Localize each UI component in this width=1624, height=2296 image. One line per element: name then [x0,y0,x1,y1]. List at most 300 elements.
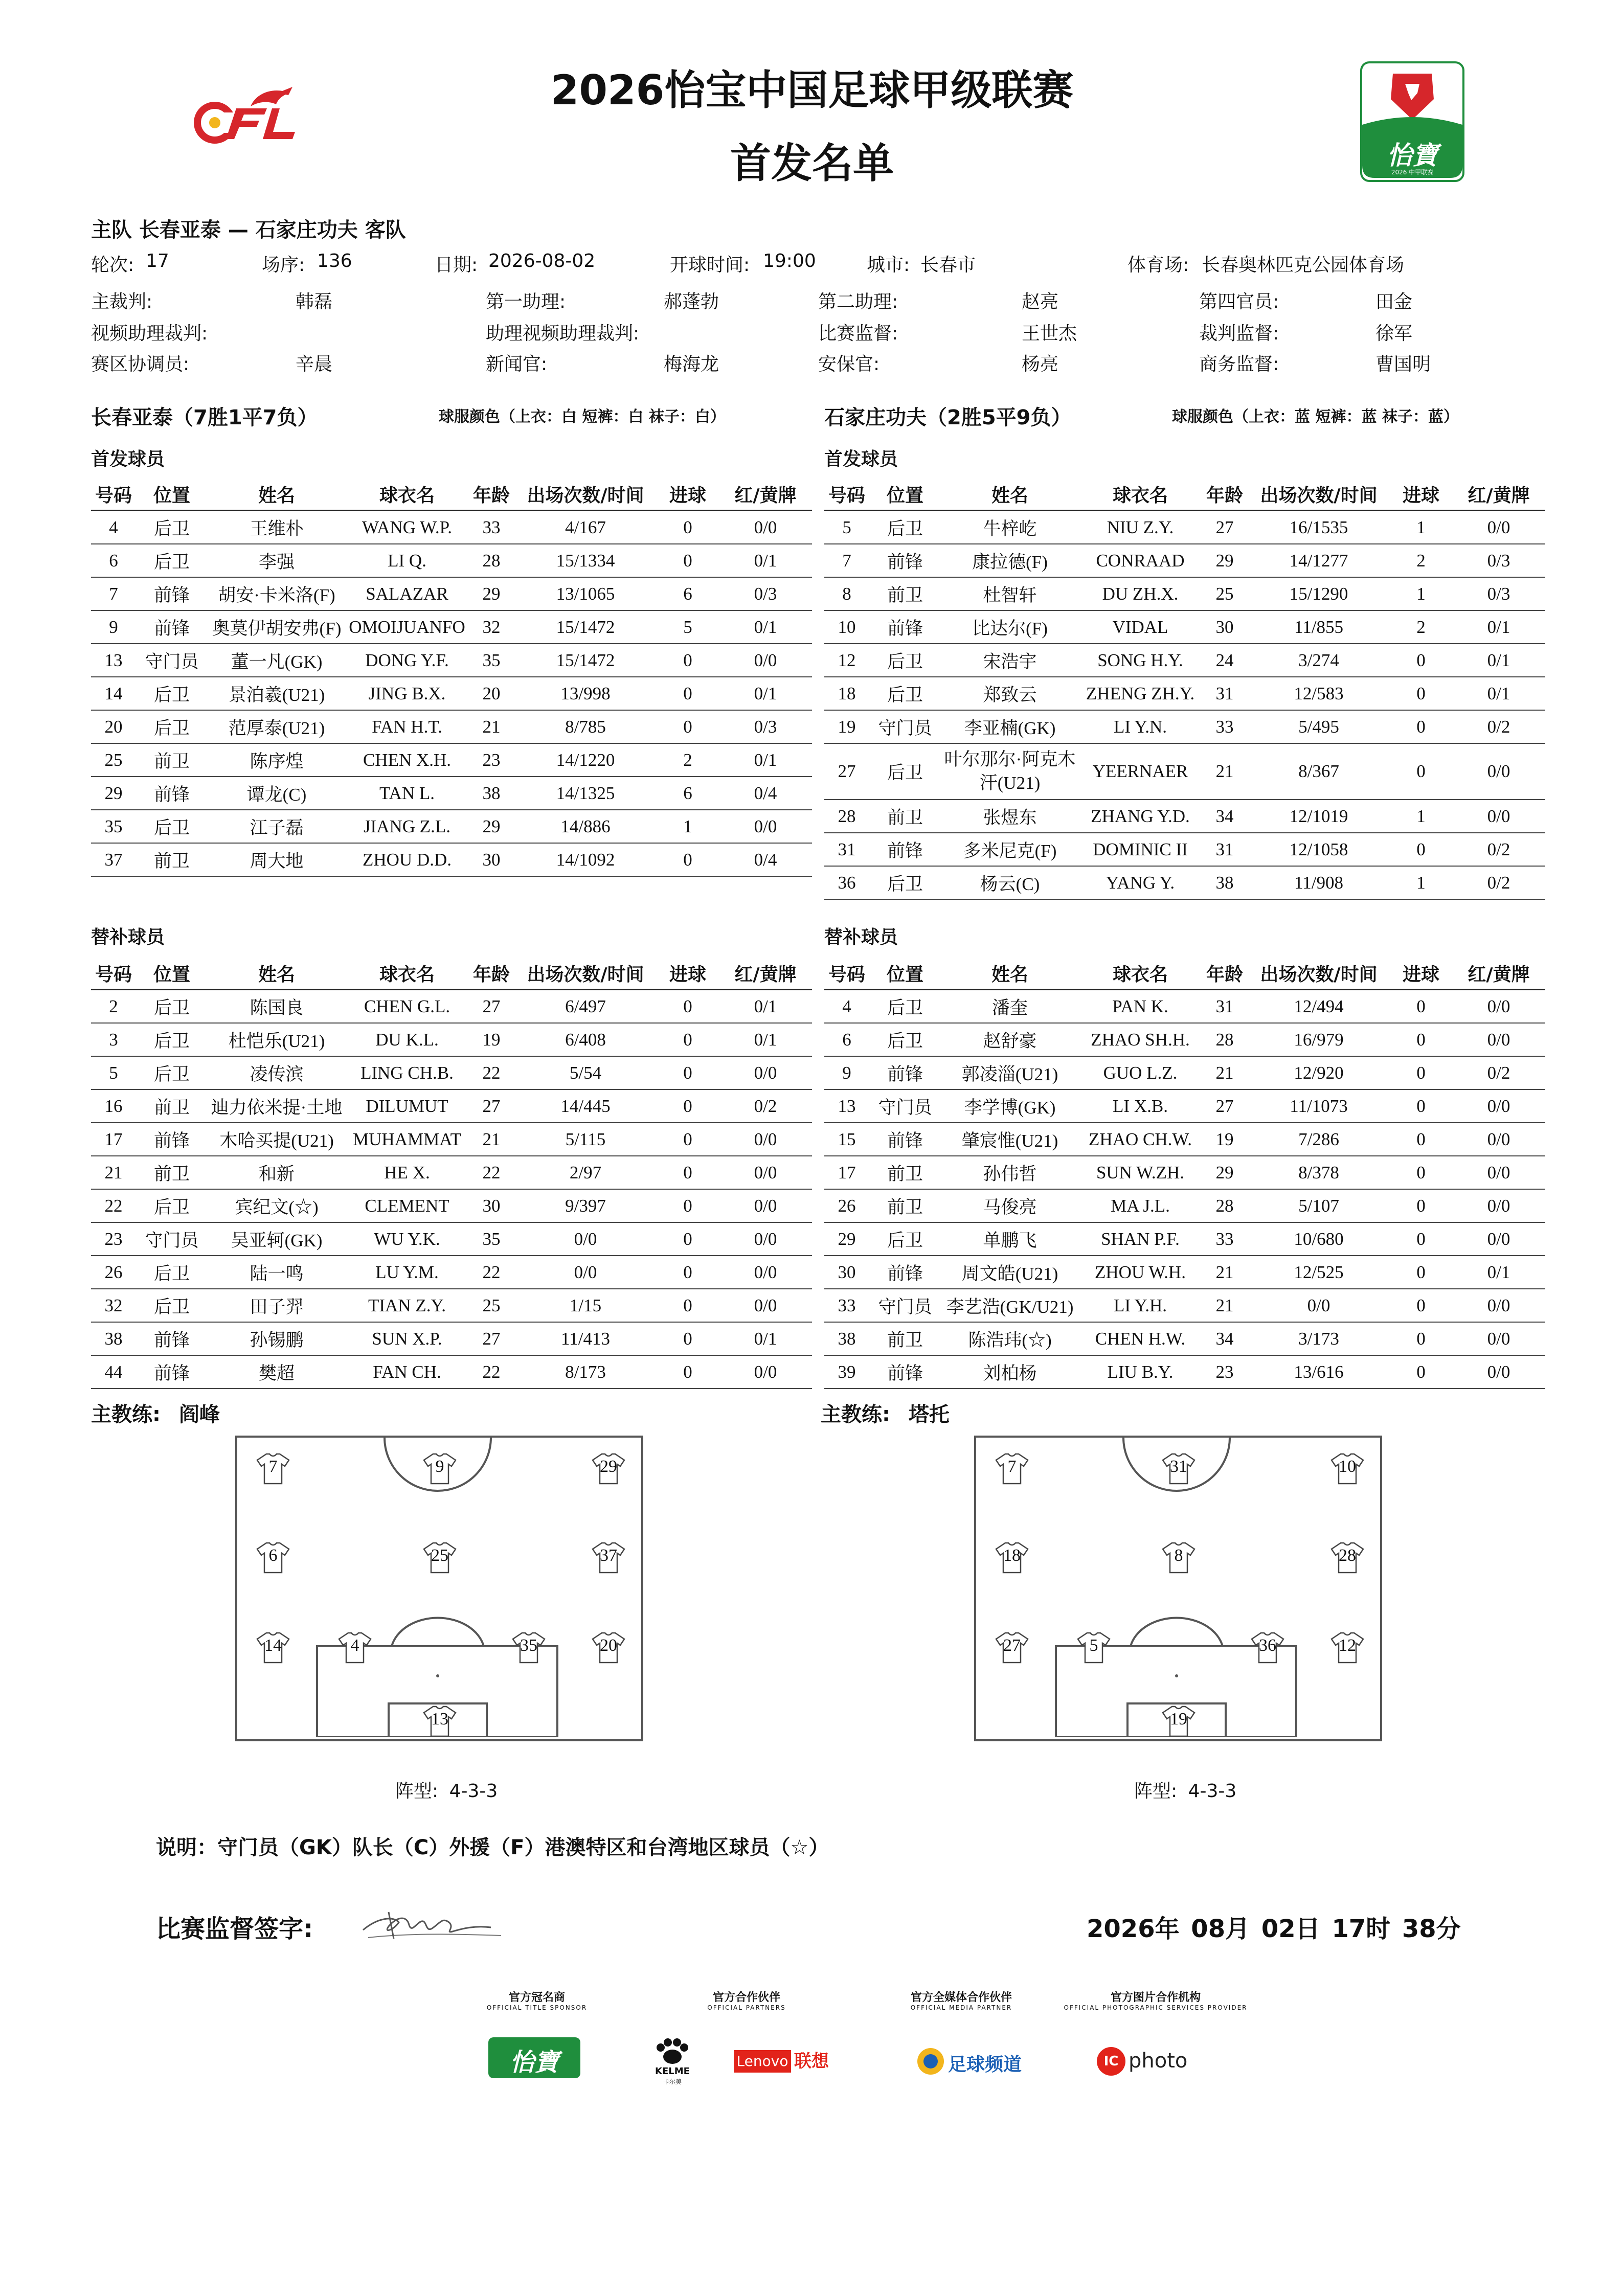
table-cell: 0 [657,990,719,1024]
column-header: 姓名 [208,957,346,990]
column-header: 出场次数/时间 [514,957,657,990]
table-cell: 0 [657,1089,719,1123]
table-cell: 28 [468,544,514,577]
away-coach [821,1398,950,1427]
table-cell: 后卫 [136,1056,208,1089]
table-cell: 后卫 [869,990,941,1024]
table-cell: 20 [91,710,136,743]
game-value: 136 [317,251,352,271]
table-cell: 18 [824,677,869,710]
formation-value: 4-3-3 [1188,1781,1237,1802]
column-header: 位置 [869,957,941,990]
sponsor-logo [1360,61,1464,182]
table-cell: 赵舒豪 [941,1023,1079,1056]
table-cell: 前卫 [136,843,208,876]
table-cell: 15 [824,1123,869,1156]
player-jersey [1250,1631,1285,1665]
table-cell: LU Y.M. [346,1256,468,1289]
table-row [91,1123,812,1156]
table-cell: 0 [657,1023,719,1056]
table-cell: SHAN P.F. [1079,1222,1202,1256]
table-cell: 杨云(C) [941,866,1079,899]
table-row [824,644,1545,677]
table-cell: 后卫 [869,866,941,899]
penalty-arc [1131,1618,1223,1646]
table-cell: 28 [1202,1189,1248,1222]
table-cell: 后卫 [136,990,208,1024]
official-name: 曹国明 [1375,354,1431,375]
table-cell: 5/107 [1248,1189,1390,1222]
table-cell: OMOIJUANFO [346,610,468,644]
table-cell: 0 [657,710,719,743]
table-cell: 38 [91,1322,136,1355]
table-cell: 0 [1390,1256,1452,1289]
table-cell: 陈序煌 [208,743,346,777]
table-cell: 陈国良 [208,990,346,1024]
official-label: 第二助理: [818,291,898,312]
table-cell: 单鹏飞 [941,1222,1079,1256]
table-cell: LI X.B. [1079,1089,1202,1123]
table-cell: 6/408 [514,1023,657,1056]
table-cell: 23 [1202,1355,1248,1389]
table-cell: 范厚泰(U21) [208,710,346,743]
table-cell: 前锋 [136,1123,208,1156]
table-cell: 19 [468,1023,514,1056]
table-cell: 李艺浩(GK/U21) [941,1289,1079,1322]
table-cell: 20 [468,677,514,710]
table-cell: 前卫 [136,1156,208,1189]
table-cell: 0/2 [719,1089,812,1123]
table-cell: 董一凡(GK) [208,644,346,677]
home-formation-pitch [235,1436,643,1741]
table-cell: 14/1092 [514,843,657,876]
table-cell: 32 [91,1289,136,1322]
official-name: 田金 [1375,291,1413,312]
table-cell: 33 [468,511,514,544]
table-cell: 12/583 [1248,677,1390,710]
table-cell: 4/167 [514,511,657,544]
table-cell: 0 [1390,1156,1452,1189]
table-row [91,1056,812,1089]
table-cell: 0/1 [1452,644,1545,677]
table-cell: 14/1220 [514,743,657,777]
coach-name: 塔托 [908,1403,950,1426]
jersey-number: 25 [431,1546,448,1565]
table-cell: 6 [657,777,719,810]
sheet-title: 首发名单 [730,140,894,187]
sponsor-logo-text: 怡寶 [1387,141,1438,170]
table-cell: 0 [1390,990,1452,1024]
table-row [824,743,1545,800]
table-cell: 马俊亮 [941,1189,1079,1222]
table-cell: 1 [1390,866,1452,899]
table-cell: 13/616 [1248,1355,1390,1389]
table-cell: 后卫 [136,511,208,544]
table-cell: 8/785 [514,710,657,743]
table-row [824,1089,1545,1123]
column-header: 进球 [657,957,719,990]
table-cell: 14/445 [514,1089,657,1123]
official-label: 比赛监督: [818,323,898,344]
table-cell: 前锋 [869,610,941,644]
table-row [824,1222,1545,1256]
table-cell: TIAN Z.Y. [346,1289,468,1322]
table-cell: 李亚楠(GK) [941,710,1079,743]
table-cell: 和新 [208,1156,346,1189]
table-cell: 6/497 [514,990,657,1024]
table-cell: 0 [1390,710,1452,743]
player-jersey [994,1452,1030,1486]
table-cell: YANG Y. [1079,866,1202,899]
table-cell: 后卫 [869,743,941,800]
table-cell: 1 [657,810,719,843]
table-row [91,777,812,810]
table-cell: 0/1 [719,743,812,777]
table-row [824,1023,1545,1056]
column-header: 号码 [91,957,136,990]
table-cell: 38 [824,1322,869,1355]
table-cell: 0 [657,1355,719,1389]
table-row [91,710,812,743]
partner-label-official: 官方合作伙伴 [712,1991,780,2004]
table-cell: 0 [657,1222,719,1256]
table-cell: 0/0 [1452,1189,1545,1222]
table-cell: 前卫 [136,743,208,777]
table-cell: YEERNAER [1079,743,1202,800]
table-cell: 25 [91,743,136,777]
table-cell: 0/0 [1452,1289,1545,1322]
kickoff-value: 19:00 [763,251,816,271]
table-cell: 22 [468,1256,514,1289]
column-header: 号码 [91,478,136,511]
table-cell: 潘奎 [941,990,1079,1024]
player-jersey [255,1452,291,1486]
table-cell: 22 [468,1355,514,1389]
table-cell: CLEMENT [346,1189,468,1222]
table-cell: 31 [1202,833,1248,866]
partner-sublabel-title: OFFICIAL TITLE SPONSOR [486,2004,588,2011]
official-name: 辛晨 [296,354,333,375]
table-cell: 1/15 [514,1289,657,1322]
table-cell: 15/1334 [514,544,657,577]
table-cell: 9 [824,1056,869,1089]
table-row [91,577,812,610]
table-cell: 0/1 [719,610,812,644]
table-row [824,1289,1545,1322]
stadium-label: 体育场: [1127,255,1189,276]
formation-label: 阵型: [395,1781,439,1802]
table-cell: 5/495 [1248,710,1390,743]
table-cell: DONG Y.F. [346,644,468,677]
table-cell: 26 [824,1189,869,1222]
jersey-number: 35 [520,1636,537,1655]
table-cell: 37 [91,843,136,876]
table-cell: 5/115 [514,1123,657,1156]
table-cell: LI Q. [346,544,468,577]
table-cell: FAN H.T. [346,710,468,743]
table-cell: 28 [1202,1023,1248,1056]
table-cell: 7/286 [1248,1123,1390,1156]
player-jersey [422,1704,458,1738]
table-cell: 康拉德(F) [941,544,1079,577]
table-cell: 前锋 [136,1322,208,1355]
table-cell: 29 [468,810,514,843]
table-cell: 12/1058 [1248,833,1390,866]
table-cell: NIU Z.Y. [1079,511,1202,544]
column-header: 年龄 [1202,957,1248,990]
table-cell: 0/1 [1452,1256,1545,1289]
table-cell: 11/855 [1248,610,1390,644]
table-cell: 14 [91,677,136,710]
table-header [91,957,812,990]
table-cell: CHEN G.L. [346,990,468,1024]
table-cell: 0/3 [1452,544,1545,577]
table-cell: 周文皓(U21) [941,1256,1079,1289]
table-row [91,1023,812,1056]
table-cell: 吴亚轲(GK) [208,1222,346,1256]
table-cell: 0 [657,1156,719,1189]
table-cell: 0 [1390,1123,1452,1156]
table-row [91,1089,812,1123]
table-cell: 27 [1202,1089,1248,1123]
column-header: 年龄 [1202,478,1248,511]
partner-sublabel-photo: OFFICIAL PHOTOGRAPHIC SERVICES PROVIDER [1064,2004,1248,2011]
table-cell: 0/1 [719,1322,812,1355]
table-row [824,544,1545,577]
table-header [824,478,1545,511]
table-cell: 9 [91,610,136,644]
player-jersey [1161,1704,1197,1738]
table-cell: 0/0 [1452,743,1545,800]
partner-label-photo: 官方图片合作机构 [1110,1991,1201,2004]
table-row [824,866,1545,899]
cell-text: 叶尔那尔·阿克木汗(U21) [944,749,1076,793]
table-cell: 19 [824,710,869,743]
table-cell: 1 [1390,511,1452,544]
player-jersey [1076,1631,1112,1665]
jersey-number: 14 [264,1636,282,1655]
table-row [91,511,812,544]
column-header: 年龄 [468,957,514,990]
table-cell: 前卫 [869,1322,941,1355]
table-cell: ZHAO CH.W. [1079,1123,1202,1156]
table-row [91,743,812,777]
jersey-number: 29 [600,1457,617,1476]
table-cell: 0 [657,1056,719,1089]
table-cell: 0/1 [719,1023,812,1056]
table-cell: 迪力依米提·土地 [208,1089,346,1123]
column-header: 球衣名 [346,957,468,990]
table-cell: 24 [1202,644,1248,677]
table-cell: 35 [91,810,136,843]
official-name: 梅海龙 [664,354,719,375]
table-cell: 前卫 [869,800,941,833]
table-cell: 0/0 [719,1123,812,1156]
legend-note: 说明：守门员（GK）队长（C）外援（F）港澳特区和台湾地区球员（☆） [156,1836,829,1859]
column-header: 号码 [824,957,869,990]
official-label: 主裁判: [91,291,153,312]
column-header: 进球 [1390,957,1452,990]
league-title: 2026怡宝中国足球甲级联赛 [550,66,1074,114]
table-cell: 12/1019 [1248,800,1390,833]
table-cell: 前锋 [869,1056,941,1089]
table-cell: 0 [657,544,719,577]
column-header: 年龄 [468,478,514,511]
sponsor-logo-sub: 2026 中甲联赛 [1391,169,1434,176]
table-row [91,1289,812,1322]
table-cell: 守门员 [869,710,941,743]
table-cell: 0/1 [719,990,812,1024]
player-jersey [255,1541,291,1575]
player-jersey [591,1452,626,1486]
table-row [824,1056,1545,1089]
table-row [824,800,1545,833]
player-jersey [255,1631,291,1665]
partner-label-media: 官方全媒体合作伙伴 [910,1991,1012,2004]
table-row [824,990,1545,1024]
table-cell: DU K.L. [346,1023,468,1056]
table-cell: 0/1 [719,544,812,577]
table-cell: 后卫 [136,710,208,743]
table-cell: 0/0 [1452,1222,1545,1256]
jersey-number: 7 [268,1457,278,1476]
table-cell: 郑致云 [941,677,1079,710]
jersey-number: 20 [600,1636,617,1655]
table-cell: 0/0 [1452,1156,1545,1189]
table-cell: 0/3 [719,577,812,610]
table-cell: 江子磊 [208,810,346,843]
penalty-spot [1175,1674,1178,1677]
table-cell: 9/397 [514,1189,657,1222]
table-row [91,1355,812,1389]
away-subs-table [824,957,1545,1389]
table-row [824,511,1545,544]
jersey-number: 10 [1339,1457,1356,1476]
game-label: 场序: [262,255,305,276]
table-cell: 8/173 [514,1355,657,1389]
table-cell: 后卫 [136,1023,208,1056]
table-cell: 宾纪文(☆) [208,1189,346,1222]
table-cell: 27 [468,1322,514,1355]
table-cell: 7 [824,544,869,577]
table-cell: 0 [657,1289,719,1322]
table-cell: 0 [1390,1056,1452,1089]
table-header [91,478,812,511]
table-cell: LI Y.H. [1079,1289,1202,1322]
table-cell: 0 [1390,1355,1452,1389]
coach-name: 阎峰 [178,1403,220,1426]
table-row [91,1322,812,1355]
away-kit: 球服颜色（上衣：蓝 短裤：蓝 袜子：蓝） [1172,408,1459,426]
table-cell: 0/0 [1452,1123,1545,1156]
table-cell: 前锋 [869,544,941,577]
table-cell: 前锋 [869,1256,941,1289]
table-cell: 0 [1390,1322,1452,1355]
table-cell: 田子羿 [208,1289,346,1322]
coach-label: 主教练: [91,1403,161,1426]
table-cell: 前锋 [136,577,208,610]
table-cell: 38 [1202,866,1248,899]
away-starters-table [824,478,1545,900]
official-name: 徐军 [1375,323,1413,344]
table-cell: 杜恺乐(U21) [208,1023,346,1056]
table-cell: 25 [468,1289,514,1322]
table-cell: ZHAO SH.H. [1079,1023,1202,1056]
away-subs-label: 替补球员 [824,927,898,948]
official-name: 杨亮 [1022,354,1059,375]
partner-label-title: 官方冠名商 [508,1991,565,2004]
table-row [824,1189,1545,1222]
jersey-number: 9 [435,1457,444,1476]
table-cell: 0/3 [1452,577,1545,610]
table-cell: 0 [1390,1089,1452,1123]
table-cell: 0 [1390,644,1452,677]
football-channel-logo: 足球频道 [915,2045,1028,2078]
table-cell: 29 [824,1222,869,1256]
table-cell: 0 [657,511,719,544]
column-header: 姓名 [941,957,1079,990]
table-cell: 0 [657,1123,719,1156]
player-jersey [591,1541,626,1575]
table-cell: LING CH.B. [346,1056,468,1089]
column-header: 球衣名 [1079,957,1202,990]
table-row [91,677,812,710]
table-cell: 22 [468,1056,514,1089]
table-cell: 0 [1390,1189,1452,1222]
player-jersey [1161,1541,1197,1575]
table-cell: 0/4 [719,843,812,876]
away-formation-pitch [974,1436,1382,1741]
table-cell: 25 [1202,577,1248,610]
column-header: 出场次数/时间 [1248,478,1390,511]
yibao-partner-logo: 怡寶 [488,2037,580,2078]
official-name: 王世杰 [1022,323,1077,344]
table-cell: 0/0 [1452,1089,1545,1123]
jersey-number: 28 [1339,1546,1356,1565]
table-cell: 2 [657,743,719,777]
column-header: 号码 [824,478,869,511]
partner-sublabel-media: OFFICIAL MEDIA PARTNER [910,2004,1012,2011]
table-cell: 0/0 [1452,990,1545,1024]
table-cell: WANG W.P. [346,511,468,544]
table-cell: 11/908 [1248,866,1390,899]
table-cell: 前卫 [869,1156,941,1189]
table-cell: 8 [824,577,869,610]
table-row [91,1256,812,1289]
table-cell: 后卫 [869,511,941,544]
table-cell: 后卫 [869,1023,941,1056]
table-cell: 周大地 [208,843,346,876]
signature-mark [358,1902,506,1948]
table-row [91,810,812,843]
table-cell: 27 [468,1089,514,1123]
table-cell: SUN W.ZH. [1079,1156,1202,1189]
table-cell: CHEN X.H. [346,743,468,777]
table-cell: 21 [1202,743,1248,800]
official-label: 裁判监督: [1199,323,1279,344]
jersey-number: 36 [1259,1636,1276,1655]
table-cell: 0/0 [719,644,812,677]
table-cell: 0 [1390,833,1452,866]
table-cell: 0/0 [514,1256,657,1289]
table-cell: 1 [1390,577,1452,610]
table-cell: 李学博(GK) [941,1089,1079,1123]
table-cell: 0/1 [719,677,812,710]
table-cell: 樊超 [208,1355,346,1389]
table-cell: ZHOU W.H. [1079,1256,1202,1289]
table-cell: 27 [468,990,514,1024]
table-cell: LI Y.N. [1079,710,1202,743]
